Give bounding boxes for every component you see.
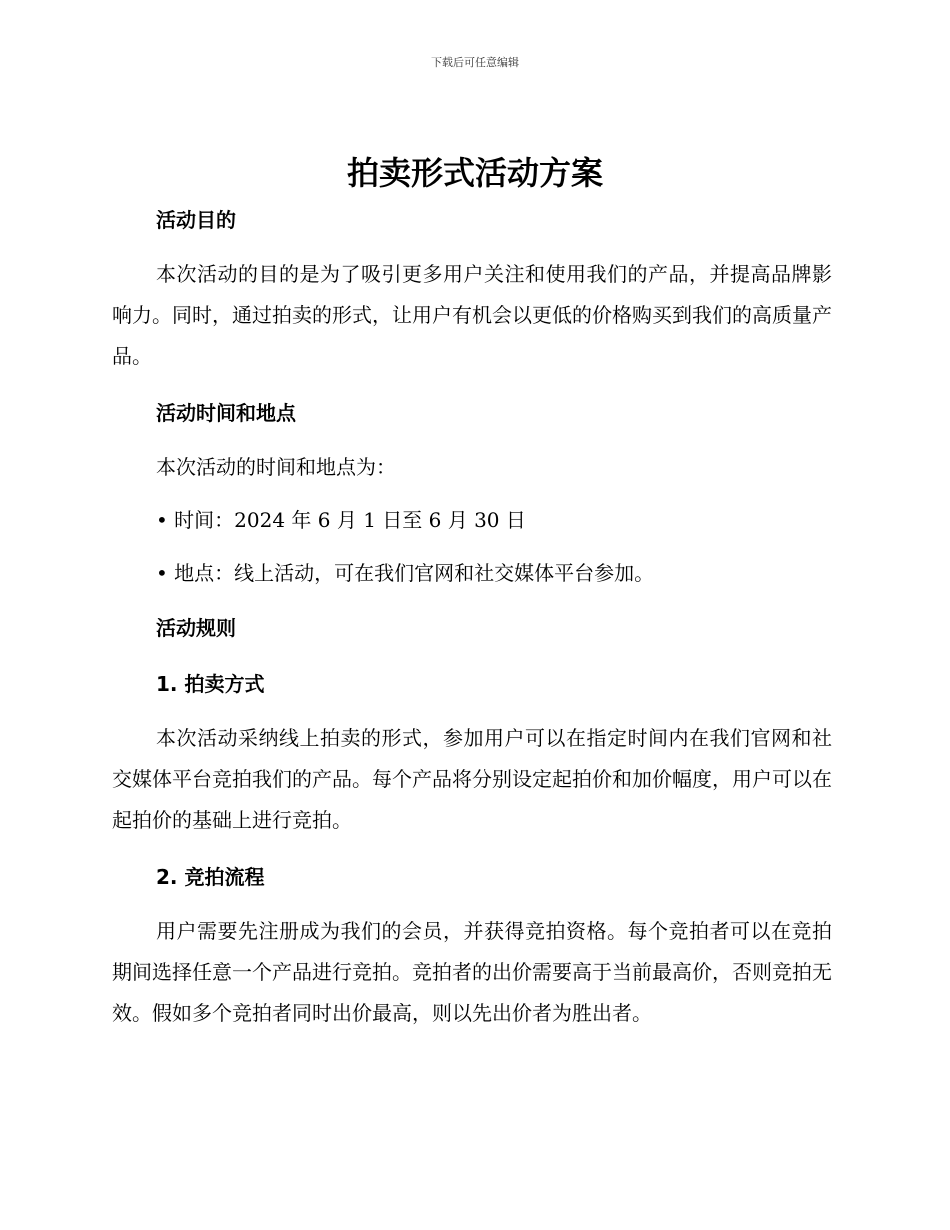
paragraph-purpose: 本次活动的目的是为了吸引更多用户关注和使用我们的产品，并提高品牌影响力。同时，通过拍卖的形式，让用户有机会以更低的价格购买到我们的高质量产品。: [112, 262, 832, 368]
bullet-place: • 地点：线上活动，可在我们官网和社交媒体平台参加。: [156, 561, 655, 585]
section-heading-rules: 活动规则: [156, 616, 236, 640]
header-note: 下载后可任意编辑: [431, 56, 519, 69]
section-heading-time-place: 活动时间和地点: [156, 401, 296, 425]
document-title: 拍卖形式活动方案: [346, 154, 603, 192]
section-heading-purpose: 活动目的: [156, 208, 236, 232]
paragraph-time-place-intro: 本次活动的时间和地点为：: [156, 455, 396, 479]
document-body: [112, 198, 832, 1034]
paragraph-rule2: 用户需要先注册成为我们的会员，并获得竞拍资格。每个竞拍者可以在竞拍期间选择任意一个产品进行竞拍。竞拍者的出价需要高于当前最高价，否则竞拍无效。假如多个竞拍者同时出价最高，则以先出价者为胜出者。: [112, 919, 832, 1025]
rule2-heading: 2. 竞拍流程: [156, 865, 265, 889]
rule1-heading: 1. 拍卖方式: [156, 672, 265, 696]
paragraph-rule1: 本次活动采纳线上拍卖的形式，参加用户可以在指定时间内在我们官网和社交媒体平台竞拍我们的产品。每个产品将分别设定起拍价和加价幅度，用户可以在起拍价的基础上进行竞拍。: [112, 726, 832, 832]
bullet-time: • 时间：2024 年 6 月 1 日至 6 月 30 日: [156, 508, 526, 532]
